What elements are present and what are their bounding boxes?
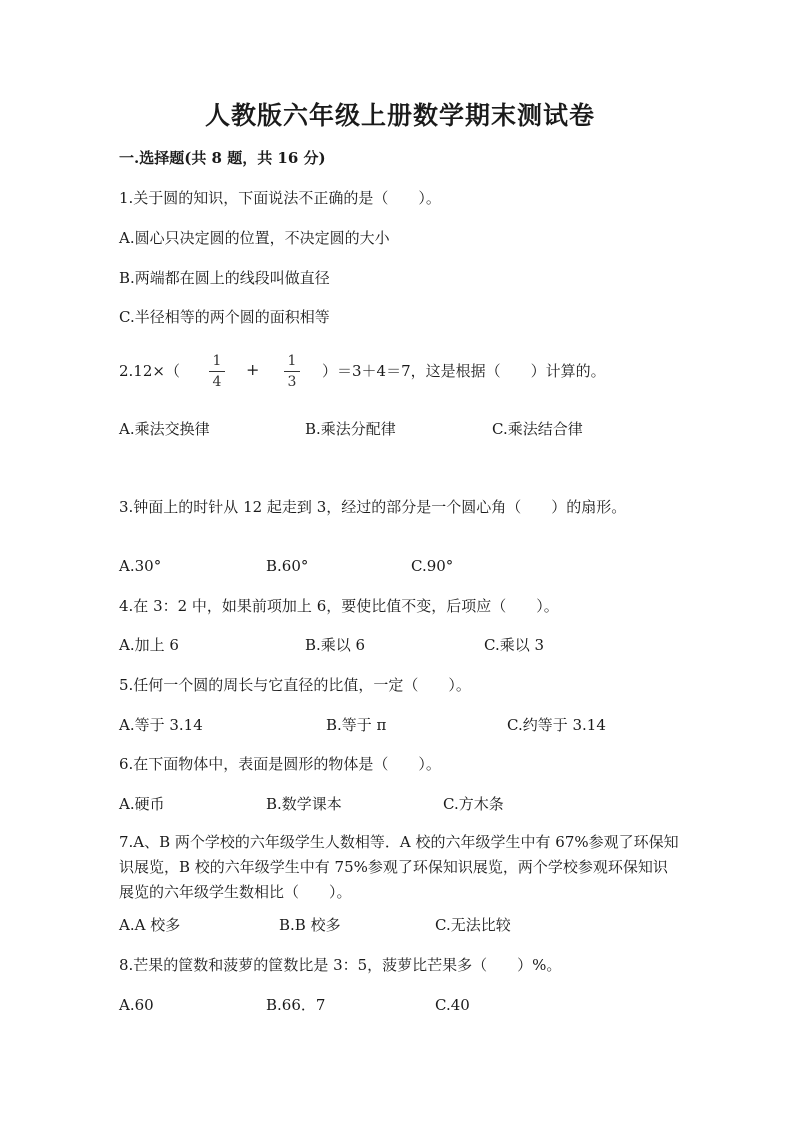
fraction-1-bar <box>209 371 225 372</box>
fraction-2-bar <box>284 371 300 372</box>
fraction-1-denominator: 4 <box>212 374 222 390</box>
question-4-option-b: B.乘以 6 <box>305 636 366 654</box>
question-8-option-a: A.60 <box>119 996 154 1014</box>
question-2-option-c: C.乘法结合律 <box>492 420 583 438</box>
question-5-option-a: A.等于 3.14 <box>119 716 203 734</box>
page-title: 人教版六年级上册数学期末测试卷 <box>204 101 595 130</box>
question-1-option-c: C.半径相等的两个圆的面积相等 <box>119 308 330 326</box>
plus-sign: + <box>246 360 260 379</box>
question-6-option-a: A.硬币 <box>119 795 165 813</box>
question-2-suffix: ）＝3＋4＝7，这是根据（ ）计算的。 <box>322 362 606 380</box>
question-2-prefix: 2.12×（ <box>119 362 180 380</box>
question-1-option-b: B.两端都在圆上的线段叫做直径 <box>119 269 330 287</box>
question-8-stem: 8.芒果的筐数和菠萝的筐数比是 3：5，菠萝比芒果多（ ）%。 <box>119 956 562 974</box>
fraction-one-quarter <box>207 353 227 390</box>
question-3-option-c: C.90° <box>411 557 454 575</box>
question-5-stem: 5.任何一个圆的周长与它直径的比值，一定（ ）。 <box>119 676 471 694</box>
question-7-option-b: B.B 校多 <box>279 916 341 934</box>
question-6-option-c: C.方木条 <box>443 795 504 813</box>
fraction-2-denominator: 3 <box>287 374 297 390</box>
question-2-option-b: B.乘法分配律 <box>305 420 396 438</box>
question-5-option-c: C.约等于 3.14 <box>507 716 606 734</box>
section-heading: 一.选择题(共 8 题，共 16 分) <box>119 149 326 167</box>
question-7-stem: 7.A、B 两个学校的六年级学生人数相等．A 校的六年级学生中有 67%参观了环保知识展览，B 校的六年级学生中有 75%参观了环保知识展览，两个学校参观环保知识展览的六年级学生数相比（ ）。 <box>119 833 679 901</box>
fraction-2-numerator: 1 <box>287 353 297 369</box>
question-5-option-b: B.等于 π <box>326 716 387 734</box>
question-6-stem: 6.在下面物体中，表面是圆形的物体是（ ）。 <box>119 755 441 773</box>
question-3-option-b: B.60° <box>266 557 309 575</box>
question-1-stem: 1.关于圆的知识，下面说法不正确的是（ ）。 <box>119 189 441 207</box>
question-3-option-a: A.30° <box>119 557 162 575</box>
question-7-option-a: A.A 校多 <box>119 916 181 934</box>
question-1-option-a: A.圆心只决定圆的位置，不决定圆的大小 <box>119 229 390 247</box>
question-7-option-c: C.无法比较 <box>435 916 511 934</box>
question-3-stem: 3.钟面上的时针从 12 起走到 3，经过的部分是一个圆心角（ ）的扇形。 <box>119 498 627 516</box>
question-4-option-c: C.乘以 3 <box>484 636 545 654</box>
fraction-one-third <box>282 353 302 390</box>
question-8-option-c: C.40 <box>435 996 470 1014</box>
question-4-option-a: A.加上 6 <box>119 636 179 654</box>
question-8-option-b: B.66．7 <box>266 996 326 1014</box>
fraction-1-numerator: 1 <box>212 353 222 369</box>
question-4-stem: 4.在 3：2 中，如果前项加上 6，要使比值不变，后项应（ ）。 <box>119 597 559 615</box>
question-2-option-a: A.乘法交换律 <box>119 420 210 438</box>
question-6-option-b: B.数学课本 <box>266 795 342 813</box>
